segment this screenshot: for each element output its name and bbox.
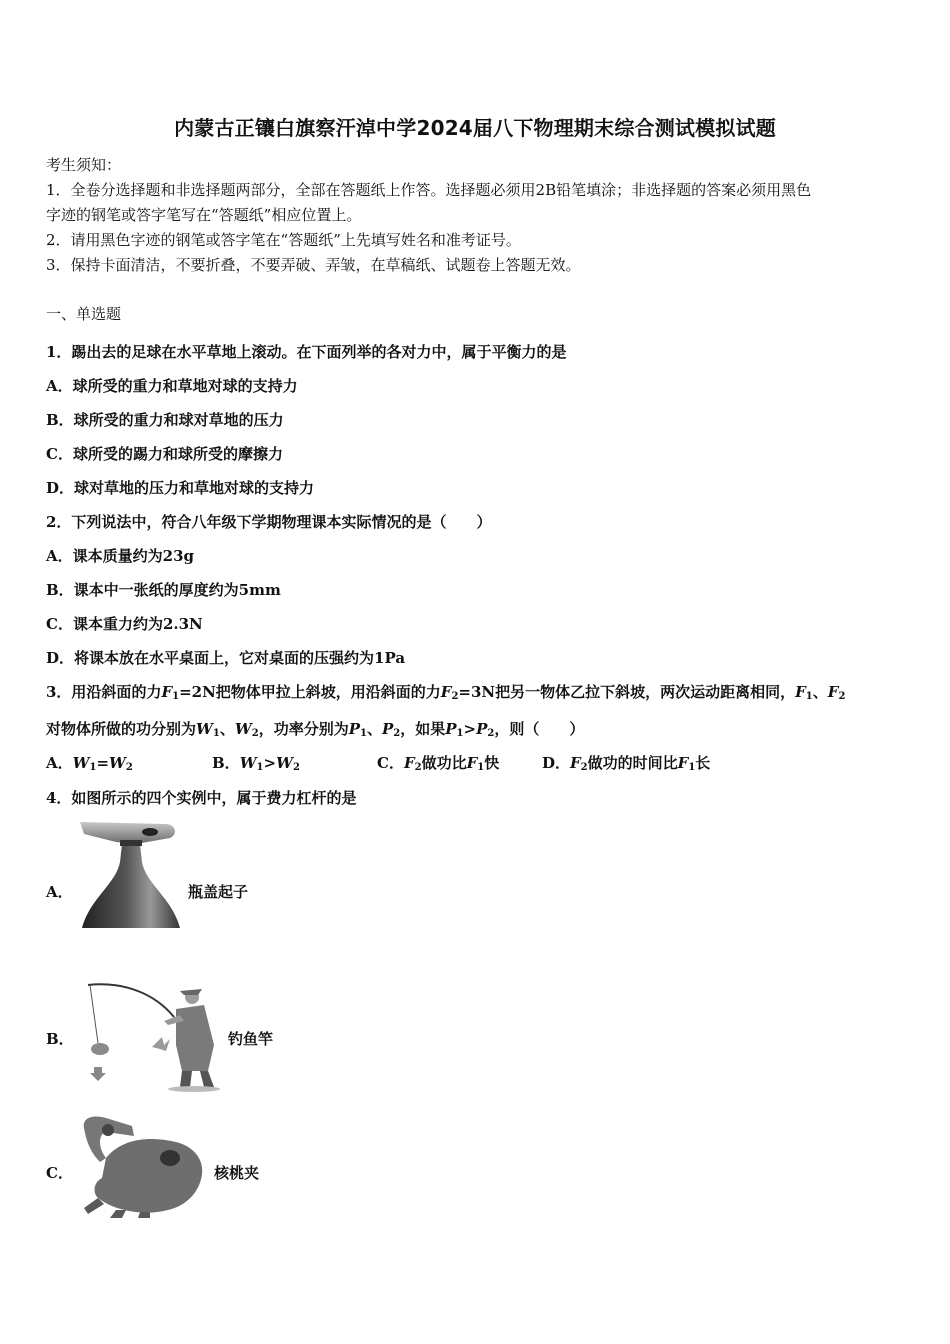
q2-stem: 2．下列说法中，符合八年级下学期物理课本实际情况的是（ ） [46,513,492,531]
q4-option-c-letter: C． [46,1164,73,1182]
q3-stem-line2: 对物体所做的功分别为$W_1$、$W_2$，功率分别为$P_1$、$P_2$，如果$P_1>P_2$，则（ ） [46,720,585,739]
notice-item-2: 2．请用黑色字迹的钢笔或答字笔在“答题纸”上先填写姓名和准考证号。 [46,231,521,249]
q3-option-a: A．$W_1=W_2$ [46,754,133,773]
q3-option-c: C．$F_2$做功比$F_1$快 [377,754,500,773]
q1-option-c: C．球所受的踢力和球所受的摩擦力 [46,445,283,463]
q1-stem: 1．踢出去的足球在水平草地上滚动。在下面列举的各对力中，属于平衡力的是 [46,343,567,361]
q3-option-d: D．$F_2$做功的时间比$F_1$长 [542,754,711,773]
q4-option-b-letter: B． [46,1030,74,1048]
q4-option-a-letter: A． [46,883,73,901]
notice-item-1b: 字迹的钢笔或答字笔写在“答题纸”相应位置上。 [46,206,362,224]
q2-option-c: C．课本重力约为2.3N [46,615,203,633]
bottle-opener-image [76,818,188,930]
q4-option-b-label: 钓鱼竿 [228,1030,274,1048]
q2-option-d: D．将课本放在水平桌面上，它对桌面的压强约为1Pa [46,649,406,667]
q2-option-b: B．课本中一张纸的厚度约为5mm [46,581,281,599]
q3-stem-line1: 3．用沿斜面的力$F_1=2N$把物体甲拉上斜坡，用沿斜面的力$F_2=3N$把另一物体乙拉下斜坡，两次运动距离相同，$F_1$、$F_2$ [46,683,846,702]
q2-option-a: A．课本质量约为23g [46,547,195,565]
fishing-rod-image [76,975,224,1093]
section-heading: 一、单选题 [46,305,122,323]
q1-option-a: A．球所受的重力和草地对球的支持力 [46,377,298,395]
q4-stem: 4．如图所示的四个实例中，属于费力杠杆的是 [46,789,357,807]
q4-option-c-label: 核桃夹 [214,1164,260,1182]
notice-heading: 考生须知： [46,156,122,174]
page-title: 内蒙古正镶白旗察汗淖中学2024届八下物理期末综合测试模拟试题 [174,116,776,140]
notice-item-3: 3．保持卡面清洁，不要折叠，不要弄破、弄皱，在草稿纸、试题卷上答题无效。 [46,256,581,274]
q3-option-b: B．$W_1>W_2$ [212,754,300,773]
notice-item-1a: 1．全卷分选择题和非选择题两部分，全部在答题纸上作答。选择题必须用2B铅笔填涂；非选择题的答案必须用黑色 [46,181,812,199]
q1-option-b: B．球所受的重力和球对草地的压力 [46,411,284,429]
nutcracker-image [76,1112,210,1218]
q1-option-d: D．球对草地的压力和草地对球的支持力 [46,479,315,497]
q4-option-a-label: 瓶盖起子 [188,883,249,901]
